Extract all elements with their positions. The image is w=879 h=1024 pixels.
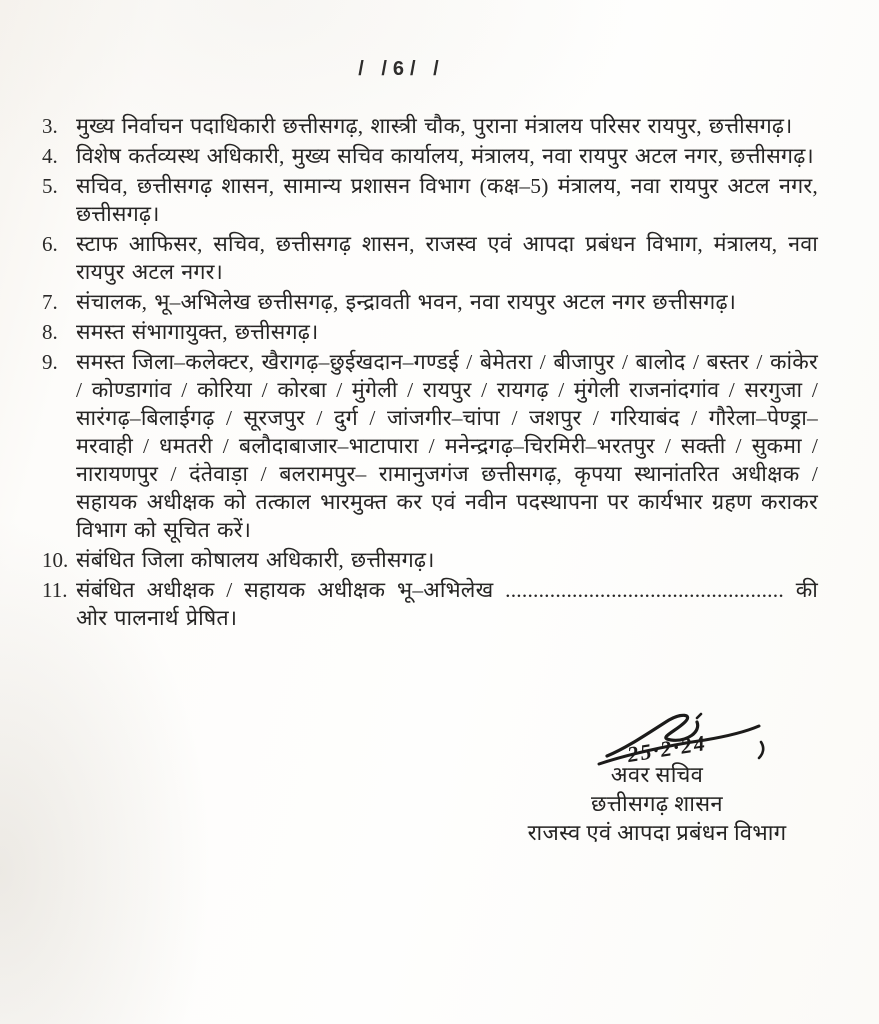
- list-item: [40, 546, 818, 574]
- item-text: सचिव, छत्तीसगढ़ शासन, सामान्य प्रशासन विभाग (कक्ष–5) मंत्रालय, नवा रायपुर अटल नगर, छत्तीसगढ़।: [76, 174, 818, 226]
- item-number: 9.: [42, 350, 58, 374]
- item-text: संचालक, भू–अभिलेख छत्तीसगढ़, इन्द्रावती भवन, नवा रायपुर अटल नगर छत्तीसगढ़।: [76, 290, 737, 314]
- list-item: [40, 172, 818, 228]
- signatory-department: राजस्व एवं आपदा प्रबंधन विभाग: [527, 820, 787, 845]
- item-text: विशेष कर्तव्यस्थ अधिकारी, मुख्य सचिव कार्यालय, मंत्रालय, नवा रायपुर अटल नगर, छत्तीसगढ़।: [76, 144, 814, 168]
- item-text: संबंधित अधीक्षक / सहायक अधीक्षक भू–अभिलेख .................................................. की ओर पालनार्थ प्रेषित।: [76, 578, 818, 630]
- signatory-government: छत्तीसगढ़ शासन: [591, 791, 723, 816]
- item-number: 3.: [42, 114, 58, 138]
- item-number: 5.: [42, 174, 58, 198]
- item-number: 4.: [42, 144, 58, 168]
- item-text: स्टाफ आफिसर, सचिव, छत्तीसगढ़ शासन, राजस्व एवं आपदा प्रबंधन विभाग, मंत्रालय, नवा रायपुर अटल नगर।: [76, 232, 818, 284]
- page-number: / /6/ /: [358, 58, 445, 80]
- item-text: समस्त संभागायुक्त, छत्तीसगढ़।: [76, 320, 319, 344]
- list-item: [40, 576, 818, 632]
- signature-date: 25·2·24: [625, 729, 709, 768]
- list-item: [40, 348, 818, 544]
- item-number: 8.: [42, 320, 58, 344]
- list-item: [40, 288, 818, 316]
- list-item: [40, 318, 818, 346]
- item-text: समस्त जिला–कलेक्टर, खैरागढ़–छुईखदान–गण्डई / बेमेतरा / बीजापुर / बालोद / बस्तर / कांकेर / कोण्डागांव / कोरिया / कोरबा / मुंगेली / रायपुर / रायगढ़ / मुंगेली राजनांदगांव / सरगुजा / सारंगढ़–बिलाईगढ़ / सूरजपुर / दुर्ग / जांजगीर–चांपा / जशपुर / गरियाबंद / गौरेला–पेण्ड्रा–मरवाही / धमतरी / बलौदाबाजार–भाटापारा / मनेन्द्रगढ़–चिरमिरी–भरतपुर / सक्ती / सुकमा / नारायणपुर / दंतेवाड़ा / बलरामपुर– रामानुजगंज छत्तीसगढ़, कृपया स्थानांतरित अधीक्षक / सहायक अधीक्षक को तत्काल भारमुक्त कर एवं नवीन पदस्थापना पर कार्यभार ग्रहण कराकर विभाग को सूचित करें।: [76, 350, 818, 542]
- distribution-list: [40, 112, 818, 634]
- signature-scribble: [593, 712, 793, 774]
- item-number: 6.: [42, 232, 58, 256]
- list-item: [40, 230, 818, 286]
- item-number: 7.: [42, 290, 58, 314]
- signature-block: [497, 712, 817, 847]
- list-item: [40, 112, 818, 140]
- item-number: 11.: [42, 578, 68, 602]
- item-number: 10.: [42, 548, 69, 572]
- item-text: संबंधित जिला कोषालय अधिकारी, छत्तीसगढ़।: [76, 548, 435, 572]
- signatory-designation: अवर सचिव: [610, 762, 704, 787]
- item-text: मुख्य निर्वाचन पदाधिकारी छत्तीसगढ़, शास्त्री चौक, पुराना मंत्रालय परिसर रायपुर, छत्तीसगढ़।: [76, 114, 793, 138]
- list-item: [40, 142, 818, 170]
